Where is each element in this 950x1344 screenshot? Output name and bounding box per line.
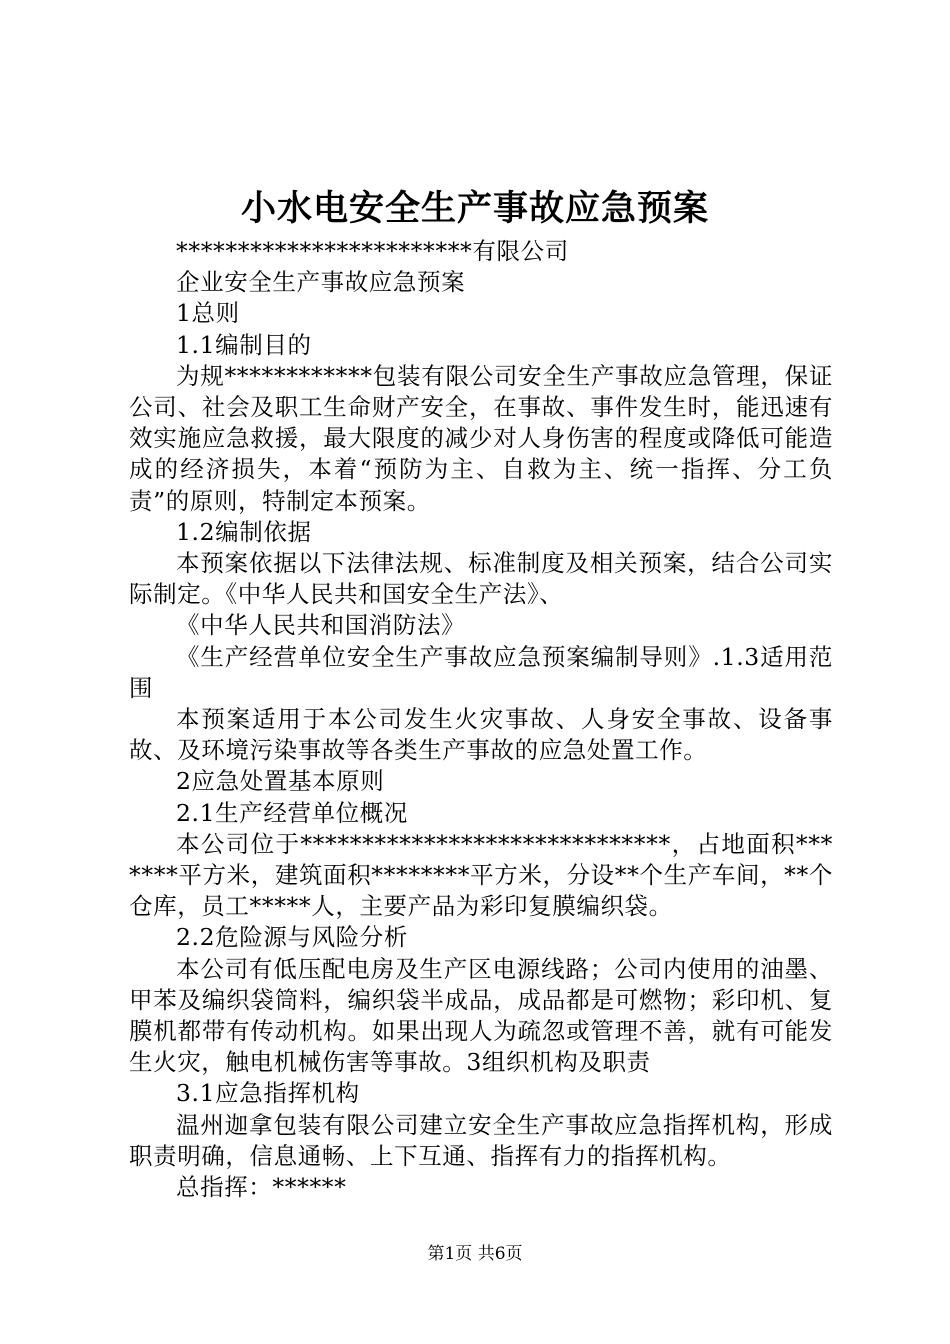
paragraph-hazards: 本公司有低压配电房及生产区电源线路；公司内使用的油墨、甲苯及编织袋筒料，编织袋半成品，成品都是可燃物；彩印机、复膜机都带有传动机构。如果出现人为疏忽或管理不善，就有可能发生火灾，触电机械伤害等事故。3组织机构及职责 [129, 954, 833, 1077]
heading-principles: 2应急处置基本原则 [176, 767, 385, 796]
heading-general: 1总则 [176, 299, 240, 328]
paragraph-commander: 总指挥：****** [176, 1173, 347, 1202]
paragraph-guideline-scope: 《生产经营单位安全生产事故应急预案编制导则》.1.3适用范围 [129, 642, 833, 702]
paragraph-subtitle: 企业安全生产事故应急预案 [176, 268, 466, 297]
paragraph-command: 温州迦拿包装有限公司建立安全生产事故应急指挥机构，形成职责明确，信息通畅、上下互通、指挥有力的指挥机构。 [129, 1110, 833, 1170]
paragraph-overview: 本公司位于******************************，占地面积*******平方米，建筑面积********平方米，分设**个生产车间，**个仓库，员工*****人，主要产品为彩印复膜编织袋。 [129, 829, 833, 921]
page-number: 第1页 共6页 [427, 1244, 523, 1264]
paragraph-basis: 本预案依据以下法律法规、标准制度及相关预案，结合公司实际制定。《中华人民共和国安全生产法》、 [129, 549, 833, 609]
paragraph-fire-law: 《中华人民共和国消防法》 [176, 611, 466, 640]
paragraph-company: ************************有限公司 [176, 237, 569, 265]
heading-purpose: 1.1编制目的 [176, 330, 312, 359]
heading-overview: 2.1生产经营单位概况 [176, 798, 408, 827]
paragraph-purpose: 为规************包装有限公司安全生产事故应急管理，保证公司、社会及职工生命财产安全，在事故、事件发生时，能迅速有效实施应急救援，最大限度的减少对人身伤害的程度或降低可能造成的经济损失，本着“预防为主、自救为主、统一指挥、分工负责”的原则，特制定本预案。 [129, 361, 833, 515]
paragraph-scope: 本预案适用于本公司发生火灾事故、人身安全事故、设备事故、及环境污染事故等各类生产事故的应急处置工作。 [129, 705, 833, 765]
heading-basis: 1.2编制依据 [176, 517, 312, 546]
document-title: 小水电安全生产事故应急预案 [240, 188, 709, 229]
document-body [129, 236, 833, 1203]
heading-command: 3.1应急指挥机构 [176, 1079, 360, 1108]
heading-hazards: 2.2危险源与风险分析 [176, 923, 408, 952]
